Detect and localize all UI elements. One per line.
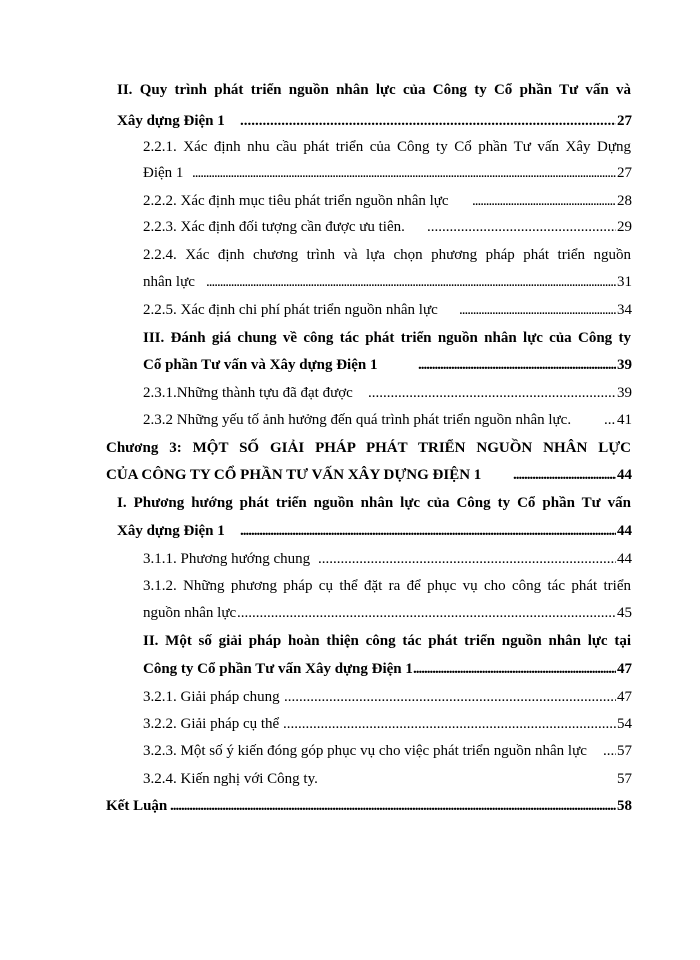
toc-section-3-1-line2 [0, 518, 700, 544]
toc-page-number: 31 [617, 274, 632, 290]
toc-section-3-1-line1 [0, 490, 700, 516]
toc-item-2-2-1-line2 [0, 160, 700, 186]
toc-entry-text: 2.2.1. Xác định nhu cầu phát triển của Công ty Cổ phần Tư vấn Xây Dựng [143, 139, 631, 155]
toc-page-number: 44 [617, 551, 632, 567]
toc-leader [284, 684, 616, 710]
toc-leader [604, 407, 616, 433]
toc-leader [240, 108, 616, 134]
toc-entry-text: 2.2.3. Xác định đối tượng cần được ưu tiên. [143, 219, 405, 235]
toc-entry-text: 3.2.1. Giải pháp chung [143, 689, 280, 705]
toc-page-number: 41 [617, 412, 632, 428]
toc-leader [206, 269, 616, 295]
toc-entry-text: CỦA CÔNG TY CỔ PHẦN TƯ VẤN XÂY DỰNG ĐIỆN 1 [106, 467, 482, 483]
toc-entry-text: 3.2.3. Một số ý kiến đóng góp phục vụ cho việc phát triển nguồn nhân lực [143, 743, 587, 759]
toc-entry-text: II. Một số giải pháp hoàn thiện công tác phát triển nguồn nhân lực tại [143, 633, 631, 649]
toc-leader [283, 711, 616, 737]
toc-leader [192, 160, 616, 186]
toc-page-number: 34 [617, 302, 632, 318]
toc-item-2-2-4-line1 [0, 242, 700, 268]
toc-leader [237, 600, 616, 626]
toc-section-3-2-line2 [0, 656, 700, 682]
toc-page-number: 44 [617, 467, 632, 483]
toc-entry-text: Xây dựng Điện 1 [117, 113, 225, 129]
toc-page-number: 58 [617, 798, 632, 814]
toc-entry-text: Kết Luận [106, 798, 168, 814]
toc-leader [427, 214, 616, 240]
toc-entry-text: 3.2.2. Giải pháp cụ thể [143, 716, 280, 732]
toc-leader [413, 656, 616, 682]
toc-section-2-3-line1 [0, 325, 700, 351]
toc-entry-text: nguồn nhân lực [143, 605, 237, 621]
toc-item-3-1-2-line2 [0, 600, 700, 626]
toc-entry-text: Điện 1 [143, 165, 184, 181]
toc-page-number: 54 [617, 716, 632, 732]
toc-page-number: 39 [617, 357, 632, 373]
toc-section-2-2-line2 [0, 108, 700, 134]
toc-page-number: 44 [617, 523, 632, 539]
toc-leader [603, 738, 616, 764]
toc-entry-text: 3.1.2. Những phương pháp cụ thể đặt ra để phục vụ cho công tác phát triển [143, 578, 631, 594]
toc-entry-text: nhân lực [143, 274, 195, 290]
toc-item-2-3-1 [0, 380, 700, 406]
toc-leader [368, 380, 616, 406]
toc-entry-text: Xây dựng Điện 1 [117, 523, 225, 539]
toc-entry-text: 2.2.4. Xác định chương trình và lựa chọn phương pháp phát triển nguồn [143, 247, 631, 263]
toc-entry-text: 2.3.2 Những yếu tố ảnh hưởng đến quá trình phát triển nguồn nhân lực. [143, 412, 572, 428]
toc-leader [472, 188, 616, 214]
toc-entry-text: 3.2.4. Kiến nghị với Công ty. [143, 771, 318, 787]
toc-entry-text: 3.1.1. Phương hướng chung [143, 551, 311, 567]
toc-page-number: 57 [617, 771, 632, 787]
toc-page-number: 57 [617, 743, 632, 759]
toc-page-number: 29 [617, 219, 632, 235]
toc-entry-text: III. Đánh giá chung về công tác phát triển nguồn nhân lực của Công ty [143, 330, 631, 346]
toc-entry-text: II. Quy trình phát triển nguồn nhân lực của Công ty Cổ phần Tư vấn và [117, 82, 631, 98]
toc-page-number: 45 [617, 605, 632, 621]
toc-item-2-2-4-line2 [0, 269, 700, 295]
toc-item-3-1-2-line1 [0, 573, 700, 599]
toc-entry-text: Công ty Cổ phần Tư vấn Xây dựng Điện 1 [143, 661, 413, 677]
toc-page-number: 27 [617, 165, 632, 181]
toc-leader [418, 352, 616, 378]
toc-leader [459, 297, 616, 323]
toc-item-2-2-1-line1 [0, 134, 700, 160]
toc-section-3-2-line1 [0, 628, 700, 654]
toc-item-2-2-2 [0, 188, 700, 214]
toc-page-number: 28 [617, 193, 632, 209]
toc-leader [318, 546, 616, 572]
toc-section-2-2-line1 [0, 77, 700, 103]
toc-item-3-2-2 [0, 711, 700, 737]
toc-leader [170, 793, 616, 819]
toc-leader [240, 518, 616, 544]
toc-item-3-2-1 [0, 684, 700, 710]
toc-item-2-2-3 [0, 214, 700, 240]
toc-chapter-3-line2 [0, 462, 700, 488]
toc-chapter-3-line1 [0, 435, 700, 461]
toc-page-number: 27 [617, 113, 632, 129]
toc-entry-text: Chương 3: MỘT SỐ GIẢI PHÁP PHÁT TRIỂN NGUỒN NHÂN LỰC [106, 440, 631, 456]
toc-entry-text: 2.2.2. Xác định mục tiêu phát triển nguồn nhân lực [143, 193, 449, 209]
toc-item-2-3-2 [0, 407, 700, 433]
toc-item-3-2-4 [0, 766, 700, 792]
toc-entry-text: 2.2.5. Xác định chi phí phát triển nguồn nhân lực [143, 302, 438, 318]
toc-entry-text: I. Phương hướng phát triển nguồn nhân lực của Công ty Cổ phần Tư vấn [117, 495, 631, 511]
toc-page-number: 47 [617, 689, 632, 705]
toc-conclusion [0, 793, 700, 819]
toc-page-number: 47 [617, 661, 632, 677]
toc-item-2-2-5 [0, 297, 700, 323]
toc-entry-text: Cổ phần Tư vấn và Xây dựng Điện 1 [143, 357, 378, 373]
toc-leader [513, 462, 616, 488]
toc-section-2-3-line2 [0, 352, 700, 378]
toc-entry-text: 2.3.1.Những thành tựu đã đạt được [143, 385, 353, 401]
toc-item-3-1-1 [0, 546, 700, 572]
toc-item-3-2-3 [0, 738, 700, 764]
toc-page-number: 39 [617, 385, 632, 401]
